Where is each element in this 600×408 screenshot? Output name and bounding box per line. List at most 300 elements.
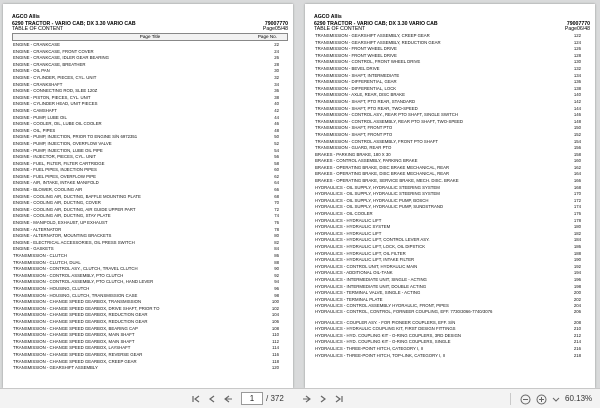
- toc-entry[interactable]: [314, 346, 590, 353]
- toc-entry-title: ENGINE - FUEL, FILTER, FILTER CARTRIDGE: [13, 160, 105, 166]
- toc-entry-title: BRAKES - OPERATING BRAKE, DISC BRAKE MECHANICAL, REAR: [315, 164, 450, 170]
- toc-entry-title: ENGINE - CYLINDER HEAD, UNIT PIECES: [13, 101, 98, 107]
- toc-entry[interactable]: [314, 59, 590, 66]
- toc-entry[interactable]: [314, 99, 590, 106]
- toc-table: [314, 33, 590, 359]
- toc-entry[interactable]: [314, 125, 590, 132]
- toc-heading: TABLE OF CONTENT Page06/48: [314, 26, 590, 32]
- toc-entry-page: 26: [274, 55, 279, 61]
- document-title: 6290 TRACTOR - VARIO CAB; DX 3.30 VARIO CAB 79007770: [314, 21, 590, 27]
- toc-entry-title: TRANSMISSION - SHAFT, PTO REAR, STANDARD: [315, 98, 416, 104]
- toc-entry-page: 130: [573, 59, 581, 65]
- viewer-toolbar: [0, 388, 600, 408]
- toc-entry-title: TRANSMISSION - CHANGE SPEED GEARBOX, REDUCTION GEAR: [13, 312, 148, 318]
- toc-entry[interactable]: [12, 180, 288, 187]
- toc-entry-page: 208: [573, 319, 581, 325]
- toc-entry-title: HYDRAULICS - OIL COOLER: [315, 211, 373, 217]
- toc-entry[interactable]: [314, 178, 590, 185]
- toc-entry-page: 112: [272, 338, 279, 344]
- toc-entry-page: 54: [274, 147, 279, 153]
- toc-entry-title: ENGINE - ELECTRICAL ACCESSORIES, OIL PRESS SWITCH: [13, 239, 135, 245]
- zoom-level[interactable]: 60.13%: [565, 394, 593, 403]
- toc-entry-title: ENGINE - COOLING AIR, DUCTING, STAY PLATE: [13, 213, 111, 219]
- toc-entry[interactable]: [314, 92, 590, 99]
- previous-page-icon[interactable]: [206, 393, 218, 405]
- toc-entry-page: 42: [274, 107, 279, 113]
- toc-entry-title: BRAKES - OPERATING BRAKE, DISC BRAKE MECHANICAL, REAR: [315, 171, 450, 177]
- toc-entry[interactable]: [314, 353, 590, 360]
- toc-entry-page: 194: [573, 270, 581, 276]
- toc-entry-title: TRANSMISSION - SHAFT, INTERMEDIATE: [315, 72, 400, 78]
- toc-entry-page: 36: [274, 88, 279, 94]
- toc-entry[interactable]: [314, 339, 590, 346]
- toc-entry[interactable]: [314, 171, 590, 178]
- toc-table: [12, 33, 288, 372]
- toc-entry[interactable]: [12, 332, 288, 339]
- toc-entry-page: 218: [573, 352, 581, 358]
- toc-column-header: [12, 33, 288, 41]
- toc-entry[interactable]: [12, 167, 288, 174]
- toc-entry-title: ENGINE - COOLER, OIL, LUBE OIL COOLER: [13, 121, 102, 127]
- toc-entry-page: 176: [573, 211, 581, 217]
- toc-entry[interactable]: [314, 237, 590, 244]
- toc-entry-page: 118: [272, 358, 279, 364]
- toc-entry[interactable]: [314, 165, 590, 172]
- toc-entry-page: 52: [274, 140, 279, 146]
- toc-entry-page: 58: [274, 160, 279, 166]
- toc-entry-page: 22: [274, 42, 279, 47]
- toc-entry[interactable]: [12, 42, 288, 49]
- toc-entry[interactable]: [314, 66, 590, 73]
- toc-entry[interactable]: [12, 253, 288, 260]
- column-page-label: Page No.: [257, 34, 277, 39]
- toc-entry[interactable]: [314, 40, 590, 47]
- toc-entry-page: 190: [573, 257, 581, 263]
- toc-entry[interactable]: [314, 145, 590, 152]
- toc-entry-page: 182: [573, 230, 581, 236]
- document-title: 6290 TRACTOR - VARIO CAB; DX 3.30 VARIO CAB 79007770: [12, 21, 288, 27]
- toc-entry[interactable]: [314, 218, 590, 225]
- toc-entry-title: ENGINE - CRANKCASE, FRONT COVER: [13, 48, 94, 54]
- toc-entry-title: HYDRAULICS - HYDRAULIC SYSTEM: [315, 224, 391, 230]
- toc-entry-page: 60: [274, 167, 279, 173]
- toc-entry-title: ENGINE - MANIFOLD, EXHAUST, UP EXHAUST: [13, 220, 108, 226]
- toc-entry-page: 138: [573, 85, 581, 91]
- toc-entry[interactable]: [12, 187, 288, 194]
- toc-entry-page: 80: [274, 233, 279, 239]
- toc-entry-title: HYDRAULICS - CONTROL, CONTROL, FORNEER COUPLING, EFF. 7730/3066-7740/3076: [315, 309, 493, 314]
- toc-entry-title: TRANSMISSION - GEARSHIFT ASSEMBLY, REDUCTION GEAR: [315, 39, 441, 45]
- toc-heading: TABLE OF CONTENT Page05/48: [12, 26, 288, 32]
- toc-entry-page: 174: [573, 204, 581, 210]
- toc-entry-title: TRANSMISSION - CONTROL, FRONT WHEEL DRIVE: [315, 59, 421, 65]
- toc-entry[interactable]: [314, 191, 590, 198]
- toc-entry-page: 68: [274, 193, 279, 199]
- toc-entry-page: 198: [573, 283, 581, 289]
- toc-entry-title: ENGINE - CAMSHAFT: [13, 107, 57, 113]
- toc-entry-page: 104: [271, 312, 279, 318]
- previous-view-icon[interactable]: [222, 393, 234, 405]
- toc-entry[interactable]: [12, 220, 288, 227]
- toc-entry[interactable]: [12, 260, 288, 267]
- toc-entry-page: 106: [271, 318, 279, 324]
- toc-entry-page: 150: [573, 125, 581, 131]
- toc-entry[interactable]: [12, 312, 288, 319]
- toc-entry-page: 124: [573, 39, 581, 45]
- zoom-out-icon[interactable]: [519, 393, 531, 405]
- toc-entry-page: 170: [573, 191, 581, 197]
- toc-entry[interactable]: [12, 68, 288, 75]
- toc-entry-page: 132: [573, 65, 581, 71]
- toc-entry[interactable]: [12, 246, 288, 253]
- toc-entry-title: TRANSMISSION - CONTROL ASSEMBLY, FRONT PTO SHAFT: [315, 138, 438, 144]
- toc-entry-title: TRANSMISSION - BEVEL DRIVE: [315, 65, 380, 71]
- toc-entry-title: TRANSMISSION - HOUSING, CLUTCH: [13, 285, 90, 291]
- toc-entry-title: TRANSMISSION - CHANGE SPEED GEARBOX, TRANSMISSION: [13, 299, 142, 305]
- toc-entry-title: ENGINE - FUEL PIPES, OVERFLOW PIPE: [13, 173, 96, 179]
- toc-entry-page: 116: [272, 351, 279, 357]
- toc-entry-title: HYDRAULICS - OIL SUPPLY, HYDRAULIC PUMP, BOSCH: [315, 197, 429, 203]
- toc-entry-page: 96: [274, 285, 279, 291]
- toc-entry-page: 114: [272, 345, 279, 351]
- toc-entry-title: ENGINE - PUMP, INJECTION, PRIOR TO ENGINE S/N 6972351: [13, 134, 138, 140]
- toc-entry-title: ENGINE - AIR, INTAKE, INTAKE MANIFOLD: [13, 180, 99, 186]
- toc-entry[interactable]: [314, 33, 590, 40]
- page-reference: Page06/48: [564, 26, 590, 32]
- toc-entry[interactable]: [12, 359, 288, 366]
- toc-entry[interactable]: [12, 200, 288, 207]
- toc-entry[interactable]: [314, 198, 590, 205]
- document-page-left: [3, 4, 293, 388]
- toc-entry[interactable]: [12, 55, 288, 62]
- toc-entry-title: HYDRAULICS - CONTROL UNIT, HYDRAULIC MAIN: [315, 263, 418, 269]
- toc-entry[interactable]: [314, 333, 590, 340]
- toc-entry[interactable]: [314, 231, 590, 238]
- toc-entry-page: 94: [274, 279, 279, 285]
- toc-entry-title: ENGINE - OIL, PIPES: [13, 127, 56, 133]
- toc-entry[interactable]: [12, 365, 288, 372]
- toc-entry-title: HYDRAULICS - HYDRAULIC LIFT, LOCK, OIL DIPSTICK: [315, 244, 426, 249]
- toc-entry-page: 184: [573, 237, 581, 243]
- toc-entry-page: 50: [274, 134, 279, 140]
- toc-entry-title: ENGINE - CRANKCASE, BREATHER: [13, 61, 86, 67]
- toc-entry-title: TRANSMISSION - CLUTCH, DUAL: [13, 259, 81, 265]
- toc-entry[interactable]: [12, 319, 288, 326]
- toc-entry-page: 200: [573, 290, 581, 296]
- toc-entry-page: 202: [573, 296, 581, 302]
- toc-entry[interactable]: [314, 244, 590, 251]
- toc-entry-title: ENGINE - COOLING AIR, DUCTING, BAFFLE MOUNTING PLATE: [13, 193, 141, 199]
- toc-entry-page: 46: [274, 121, 279, 127]
- toc-entry-title: HYDRAULICS - INTERMEDIATE UNIT, DOUBLE ACTING: [315, 283, 427, 289]
- toc-entry[interactable]: [314, 119, 590, 126]
- toc-entry-title: HYDRAULICS - THREE-POINT HITCH, CATEGORY I, II: [315, 345, 423, 351]
- toc-entry-page: 76: [274, 220, 279, 226]
- page-number-input[interactable]: [241, 392, 263, 405]
- toc-entry[interactable]: [314, 284, 590, 291]
- toc-entry[interactable]: [314, 158, 590, 165]
- toc-entry[interactable]: [314, 310, 590, 320]
- brand-name: AGCO Allis: [12, 14, 40, 20]
- toc-entry-title: HYDRAULICS - HYDRAULIC COUPLING KIT, FIRST DESIGN FITTINGS: [315, 326, 456, 332]
- toc-entry-page: 82: [274, 239, 279, 245]
- toc-entry-page: 162: [573, 164, 581, 170]
- toc-entry-page: 90: [274, 266, 279, 272]
- toc-entry-page: 72: [274, 206, 279, 212]
- toc-entry-title: HYDRAULICS - TERMINAL VALVE, SINGLE - ACTING: [315, 290, 421, 296]
- toc-entry[interactable]: [314, 46, 590, 53]
- toc-entry-title: TRANSMISSION - FRONT WHEEL DRIVE: [315, 52, 397, 58]
- toc-entry-title: TRANSMISSION - AXLE, REAR, DISC BRAKE: [315, 92, 406, 98]
- toc-entry-title: HYDRAULICS - HYDRAULIC LIFT, INTAKE FILTER: [315, 257, 415, 263]
- toc-entry-page: 144: [573, 105, 581, 111]
- toc-entry-page: 120: [271, 365, 279, 371]
- toc-entry-page: 172: [573, 197, 581, 203]
- toc-entry[interactable]: [12, 227, 288, 234]
- toc-entry[interactable]: [12, 286, 288, 293]
- toc-entry[interactable]: [314, 303, 590, 310]
- toc-entry[interactable]: [314, 290, 590, 297]
- toc-entry-title: HYDRAULICS - OIL SUPPLY, HYDRAULIC STEERING SYSTEM: [315, 191, 440, 197]
- next-page-icon[interactable]: [317, 393, 329, 405]
- toc-entry-page: 180: [573, 224, 581, 230]
- toc-entry-title: ENGINE - CRANKSHAFT: [13, 81, 63, 87]
- toc-entry-title: HYDRAULICS - OIL SUPPLY, HYDRAULIC STEERING SYSTEM: [315, 184, 440, 190]
- toc-entry[interactable]: [314, 320, 590, 327]
- toc-entry-page: 38: [274, 94, 279, 100]
- toc-entry-title: HYDRAULICS - TERMINAL PLATE: [315, 296, 383, 302]
- toc-entry-title: HYDRAULICS - COUPLER ASY. - FOR PIONEER COUPLERS, EFF. S/N: [315, 319, 456, 325]
- toc-entry-page: 168: [573, 184, 581, 190]
- toc-entry[interactable]: [12, 95, 288, 102]
- toc-entry-page: 88: [274, 259, 279, 265]
- toc-entry-title: TRANSMISSION - CONTROL ASSEMBLY, REAR PTO SHAFT, TWO-SPEED: [315, 118, 464, 124]
- toc-entry[interactable]: [314, 73, 590, 80]
- toc-entry[interactable]: [12, 352, 288, 359]
- toc-entry[interactable]: [12, 194, 288, 201]
- toc-entry-page: 154: [573, 138, 581, 144]
- toc-entry-title: HYDRAULICS - HYD. COUPLING KIT - O-RING COUPLERS, SINGLE: [315, 339, 451, 345]
- toc-entry[interactable]: [314, 112, 590, 119]
- toc-entry-page: 188: [573, 250, 581, 256]
- toc-entry[interactable]: [12, 88, 288, 95]
- document-code: 79007770: [264, 21, 288, 27]
- toc-entry-title: TRANSMISSION - FRONT WHEEL DRIVE: [315, 46, 397, 52]
- zoom-dropdown-icon[interactable]: [550, 393, 562, 405]
- toc-entry-page: 164: [573, 171, 581, 177]
- toc-entry[interactable]: [12, 345, 288, 352]
- toc-entry-title: HYDRAULICS - HYDRAULIC LIFT, CONTROL LEVER ASY.: [315, 237, 430, 243]
- toc-entry-title: TRANSMISSION - DIFFERENTIAL, GEAR: [315, 79, 397, 85]
- toc-entry-page: 166: [573, 178, 581, 184]
- toc-entry-title: TRANSMISSION - GUARD, REAR PTO: [315, 145, 392, 151]
- toc-entry[interactable]: [12, 240, 288, 247]
- toc-entry-title: TRANSMISSION - DIFFERENTIAL, LOCK: [315, 85, 397, 91]
- toc-entry-page: 158: [573, 151, 581, 157]
- toc-entry-page: 44: [274, 114, 279, 120]
- toc-entry[interactable]: [314, 211, 590, 218]
- next-view-icon[interactable]: [301, 393, 313, 405]
- toc-entry[interactable]: [12, 62, 288, 69]
- toc-entry-page: 32: [274, 74, 279, 80]
- toc-entry[interactable]: [314, 152, 590, 159]
- toc-entry-title: ENGINE - PUMP, INJECTION, LUBE OIL PIPE: [13, 147, 103, 153]
- toc-entry-page: 66: [274, 187, 279, 193]
- toc-entry[interactable]: [12, 326, 288, 333]
- toc-entry[interactable]: [12, 174, 288, 181]
- toc-entry-title: TRANSMISSION - CHANGE SPEED GEARBOX, BEARING CAP: [13, 325, 138, 331]
- toc-entry[interactable]: [314, 139, 590, 146]
- toc-entry[interactable]: [12, 233, 288, 240]
- toc-entry[interactable]: [12, 49, 288, 56]
- toc-entry[interactable]: [12, 299, 288, 306]
- toc-entry-page: 206: [573, 309, 581, 314]
- toc-entry-page: 108: [271, 325, 279, 331]
- toc-entry-title: ENGINE - COOLING AIR, DUCTING, AIR GUIDE UPPER PART: [13, 206, 136, 212]
- toc-entry-page: 146: [573, 112, 581, 118]
- toc-entry-title: TRANSMISSION - CHANGE SPEED GEARBOX, DRIVE SHAFT, PRIOR TO: [13, 305, 160, 311]
- toc-entry-title: ENGINE - INJECTOR, PIECES, CYL. UNIT: [13, 154, 97, 160]
- toc-entry[interactable]: [12, 141, 288, 148]
- toc-entry[interactable]: [314, 53, 590, 60]
- toc-entry[interactable]: [12, 101, 288, 108]
- toc-entry[interactable]: [12, 161, 288, 168]
- toc-entry-page: 28: [274, 61, 279, 67]
- toc-entry-title: ENGINE - PUMP, INJECTION, OVERFLOW VALVE: [13, 140, 112, 146]
- toc-entry-page: 136: [573, 79, 581, 85]
- toc-entry[interactable]: [12, 207, 288, 214]
- toc-entry[interactable]: [314, 204, 590, 211]
- toc-entry-page: 100: [271, 299, 279, 305]
- first-page-icon[interactable]: [190, 393, 202, 405]
- toc-entry-page: 214: [573, 339, 581, 345]
- toc-entry[interactable]: [314, 277, 590, 284]
- toc-entry[interactable]: [314, 297, 590, 304]
- toc-entry[interactable]: [314, 185, 590, 192]
- toc-entry-title: TRANSMISSION - CLUTCH: [13, 253, 67, 258]
- toc-entry-page: 62: [274, 173, 279, 179]
- toc-entry-title: TRANSMISSION - CONTROL ASY., CLUTCH, TRAVEL CLUTCH: [13, 266, 138, 272]
- toc-entry-title: HYDRAULICS - ADDITIONAL OIL-TANK: [315, 270, 393, 276]
- zoom-in-icon[interactable]: [535, 393, 547, 405]
- toc-entry-page: 148: [573, 118, 581, 124]
- toc-entry[interactable]: [12, 339, 288, 346]
- toc-entry-title: HYDRAULICS - HYD. COUPLING KIT - O-RING COUPLERS, 3RD DESIGN: [315, 332, 462, 338]
- toc-entry-page: 196: [573, 276, 581, 282]
- toc-entry[interactable]: [314, 132, 590, 139]
- toc-entry-title: ENGINE - CRANKCASE, IDLER GEAR BEARING: [13, 55, 109, 61]
- toc-entry-page: 30: [274, 68, 279, 74]
- toc-entry[interactable]: [314, 251, 590, 258]
- toc-entry-title: TRANSMISSION - CONTROL ASSEMBLY, PTO CLUTCH: [13, 272, 124, 278]
- toc-entry-title: ENGINE - GASKETS: [13, 246, 54, 252]
- last-page-icon[interactable]: [333, 393, 345, 405]
- toc-entry-title: TRANSMISSION - CHANGE SPEED GEARBOX, CREEP GEAR: [13, 358, 137, 364]
- toc-entry-page: 64: [274, 180, 279, 186]
- toc-entry-title: HYDRAULICS - INTERMEDIATE UNIT, SINGLE - ACTING: [315, 276, 427, 282]
- toc-entry-title: ENGINE - BLOWER, COOLING AIR: [13, 187, 83, 193]
- toc-entry[interactable]: [314, 79, 590, 86]
- toc-entry[interactable]: [12, 279, 288, 286]
- toc-entry-page: 74: [274, 213, 279, 219]
- toc-entry[interactable]: [12, 293, 288, 300]
- toc-entry[interactable]: [12, 273, 288, 280]
- toc-entry-title: BRAKES - OPERATING BRAKE, SERVICE BRAKE, MECH. DISC. BRAKE: [315, 178, 459, 184]
- toc-entry-title: BRAKES - PARKING BRAKE, 180 X 30: [315, 151, 391, 157]
- toc-entry-page: 152: [573, 131, 581, 137]
- toc-entry[interactable]: [12, 108, 288, 115]
- toc-entry-title: TRANSMISSION - GEARSHIFT ASSEMBLY: [13, 365, 98, 371]
- toc-entry-page: 126: [573, 46, 581, 52]
- toc-entry[interactable]: [12, 115, 288, 122]
- toc-entry-page: 134: [573, 72, 581, 78]
- toc-entry-page: 48: [274, 127, 279, 133]
- toc-entry-page: 216: [573, 345, 581, 351]
- brand-name: AGCO Allis: [314, 14, 342, 20]
- toc-entry-page: 110: [272, 332, 279, 338]
- toc-entry[interactable]: [314, 270, 590, 277]
- toc-entry-page: 122: [573, 33, 581, 38]
- toc-entry[interactable]: [12, 128, 288, 135]
- toc-entry-title: TRANSMISSION - CHANGE SPEED GEARBOX, LAYSHAFT: [13, 345, 131, 351]
- toc-entry-title: HYDRAULICS - HYDRAULIC LIFT: [315, 217, 382, 223]
- toc-entry[interactable]: [314, 326, 590, 333]
- toc-entry[interactable]: [12, 154, 288, 161]
- toc-entry[interactable]: [12, 121, 288, 128]
- toc-entry[interactable]: [12, 306, 288, 313]
- toc-entry-page: 192: [573, 263, 581, 269]
- toc-entry-title: HYDRAULICS - THREE-POINT HITCH, TOP-LINK, CATEGORY I, II: [315, 352, 446, 358]
- toc-entry-page: 178: [573, 217, 581, 223]
- toc-entry-title: TRANSMISSION - SHAFT, FRONT PTO: [315, 131, 393, 137]
- toc-entry-page: 56: [274, 154, 279, 160]
- toc-entry-title: ENGINE - PISTON, PIECES, CYL. UNIT: [13, 94, 91, 100]
- toc-entry-title: ENGINE - PUMP, LUBE OIL: [13, 114, 67, 120]
- toc-entry-title: ENGINE - CYLINDER, PIECES, CYL. UNIT: [13, 74, 97, 80]
- toc-entry-title: TRANSMISSION - SHAFT, PTO REAR, TWO-SPEED: [315, 105, 418, 111]
- toc-entry-title: TRANSMISSION - HOUSING, CLUTCH, TRANSMISSION CASE: [13, 292, 138, 298]
- toc-entry[interactable]: [12, 266, 288, 273]
- toc-entry-title: ENGINE - COOLING AIR, DUCTING, COVER: [13, 200, 101, 206]
- toc-entry-page: 92: [274, 272, 279, 278]
- toc-entry-page: 24: [274, 48, 279, 54]
- toc-entry-title: TRANSMISSION - SHAFT, FRONT PTO: [315, 125, 393, 131]
- toc-entry[interactable]: [12, 148, 288, 155]
- toc-entry-title: BRAKES - CONTROL ASSEMBLY, PARKING BRAKE: [315, 158, 418, 164]
- toc-entry[interactable]: [314, 224, 590, 231]
- toc-entry-title: HYDRAULICS - OIL SUPPLY, HYDRAULIC PUMP, SUNDSTRAND: [315, 204, 444, 210]
- toc-entry-page: 160: [573, 158, 581, 164]
- toc-entry-title: ENGINE - ALTERNATOR: [13, 226, 62, 232]
- document-page-right: [305, 4, 595, 388]
- toolbar-separator: [510, 393, 511, 405]
- toc-entry-title: ENGINE - FUEL PIPES, INJECTION PIPES: [13, 167, 97, 173]
- toc-entry-title: ENGINE - CONNECTING ROD, SLEE 120Z: [13, 88, 98, 94]
- toc-entry-title: TRANSMISSION - GEARSHIFT ASSEMBLY, CREEP GEAR: [315, 33, 430, 38]
- toc-entry-title: HYDRAULICS - CONTROL ASSEMBLY HYDRAULIC, FRONT, PIPES: [315, 303, 449, 309]
- toc-entry[interactable]: [314, 86, 590, 93]
- toc-entry-title: HYDRAULICS - HYDRAULIC LIFT: [315, 230, 382, 236]
- toc-entry-page: 204: [573, 303, 581, 309]
- toc-entry[interactable]: [12, 82, 288, 89]
- toc-entry[interactable]: [314, 257, 590, 264]
- toc-entry[interactable]: [12, 134, 288, 141]
- toc-entry[interactable]: [12, 75, 288, 82]
- toc-entry[interactable]: [12, 213, 288, 220]
- toc-entry[interactable]: [314, 264, 590, 271]
- toc-entry-title: HYDRAULICS - HYDRAULIC LIFT, OIL FILTER: [315, 250, 406, 256]
- toc-entry[interactable]: [314, 106, 590, 113]
